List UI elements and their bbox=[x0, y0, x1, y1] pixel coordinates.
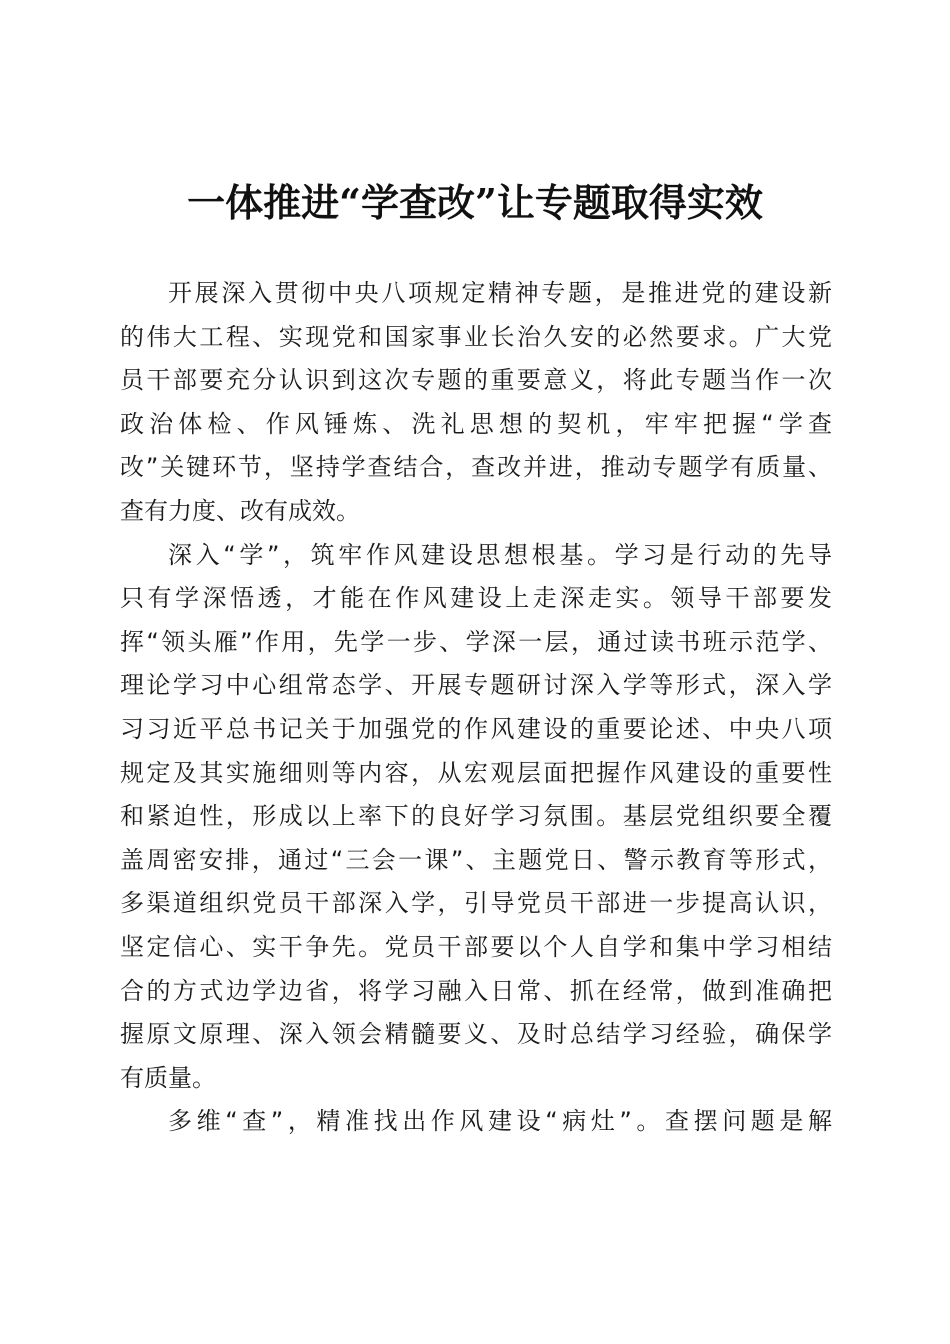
paragraph-line: 深入“学”，筑牢作风建设思想根基。学习是行动的先导 bbox=[168, 540, 832, 569]
paragraph-line: 坚定信心、实干争先。党员干部要以个人自学和集中学习相结 bbox=[120, 932, 832, 961]
paragraph-line: 习习近平总书记关于加强党的作风建设的重要论述、中央八项 bbox=[120, 714, 832, 743]
paragraph-line: 政治体检、作风锤炼、洗礼思想的契机，牢牢把握“学查 bbox=[120, 409, 832, 438]
paragraph-line: 握原文原理、深入领会精髓要义、及时总结学习经验，确保学 bbox=[120, 1020, 832, 1049]
document-body bbox=[120, 272, 832, 1144]
paragraph-line: 只有学深悟透，才能在作风建设上走深走实。领导干部要发 bbox=[120, 584, 832, 613]
paragraph-line: 查有力度、改有成效。 bbox=[120, 496, 360, 525]
paragraph-line: 规定及其实施细则等内容，从宏观层面把握作风建设的重要性 bbox=[120, 758, 832, 787]
paragraph-line: 合的方式边学边省，将学习融入日常、抓在经常，做到准确把 bbox=[120, 976, 832, 1005]
paragraph-line: 盖周密安排，通过“三会一课”、主题党日、警示教育等形式， bbox=[120, 845, 832, 874]
paragraph-line: 开展深入贯彻中央八项规定精神专题，是推进党的建设新 bbox=[168, 279, 832, 307]
paragraph-line: 理论学习中心组常态学、开展专题研讨深入学等形式，深入学 bbox=[120, 671, 832, 700]
paragraph-line: 员干部要充分认识到这次专题的重要意义，将此专题当作一次 bbox=[120, 366, 832, 395]
paragraph-line: 多维“查”，精准找出作风建设“病灶”。查摆问题是解 bbox=[168, 1107, 832, 1136]
paragraph-line: 和紧迫性，形成以上率下的良好学习氛围。基层党组织要全覆 bbox=[120, 802, 832, 831]
paragraph-line: 挥“领头雁”作用，先学一步、学深一层，通过读书班示范学、 bbox=[120, 627, 832, 656]
paragraph-line: 有质量。 bbox=[120, 1063, 216, 1092]
document-title: 一体推进“学查改”让专题取得实效 bbox=[187, 180, 763, 225]
paragraph-line: 改”关键环节，坚持学查结合，查改并进，推动专题学有质量、 bbox=[120, 453, 832, 482]
paragraph-line: 多渠道组织党员干部深入学，引导党员干部进一步提高认识， bbox=[120, 889, 832, 918]
paragraph-line: 的伟大工程、实现党和国家事业长治久安的必然要求。广大党 bbox=[120, 322, 832, 351]
